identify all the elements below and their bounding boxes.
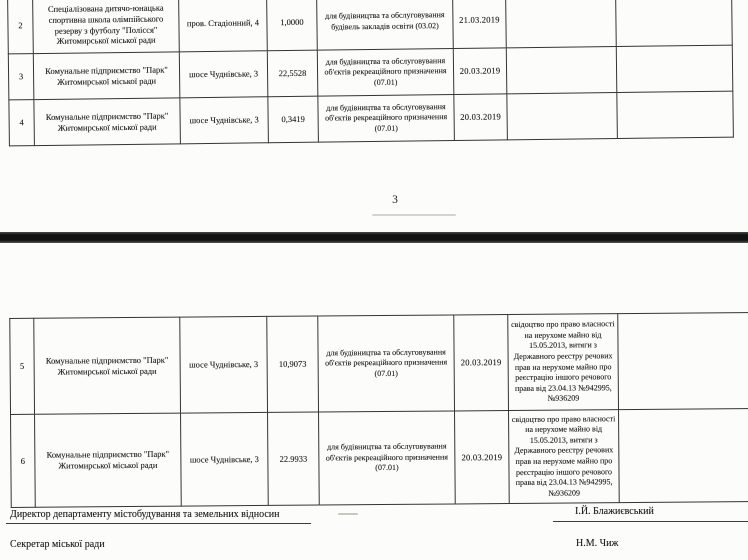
cell-notes [616, 45, 733, 92]
signature-title-secretary: Секретар міської ради [10, 539, 105, 550]
table-row [9, 91, 734, 146]
signature-name-secretary: Н.М. Чиж [576, 538, 619, 549]
cell-area: 10,9073 [267, 316, 319, 412]
cell-decision-date: 20.03.2019 [454, 315, 509, 411]
cell-notes [616, 0, 733, 46]
cell-area: 0,3419 [268, 96, 319, 143]
cell-row-number: 2 [8, 0, 34, 54]
cell-purpose: для будівництва та обслуговування об'єктів рекреаційного призначення (07.01) [318, 94, 455, 142]
cell-applicant-name: Спеціалізована дитячо-юнацька спортивна школа олімпійського резерву з футболу "Полісся" Житомирської міської ради [33, 0, 180, 54]
cell-applicant-name: Комунальне підприємство "Парк" Житомирської міської ради [33, 52, 180, 100]
scan-smudge [372, 214, 456, 216]
cell-purpose: для будівництва та обслуговування будівель закладів освіти (03.02) [317, 0, 454, 50]
cell-address: шосе Чуднівське, 3 [180, 316, 268, 413]
page-separator-bar [0, 232, 748, 243]
cell-purpose: для будівництва та обслуговування об'єктів рекреаційного призначення (07.01) [317, 48, 454, 96]
cell-applicant-name: Комунальне підприємство "Парк" Житомирської міської ради [34, 98, 181, 146]
cell-ownership-documents: свідоцтво про право власності на нерухоме майно від 15.05.2013, витяги з Державного реєстру речових прав на нерухоме майно про реєстрацію іншого речового права від 23.04.13 №942995, №936209 [509, 410, 620, 504]
signature-title-director: Директор департаменту містобудування та земельних відносин [6, 509, 311, 524]
land-parcels-table-lower [9, 312, 748, 508]
cell-applicant-name: Комунальне підприємство "Парк" Житомирської міської ради [34, 317, 181, 414]
scan-smudge [338, 513, 358, 515]
cell-purpose: для будівництва та обслуговування об'єктів рекреаційного призначення (07.01) [319, 411, 456, 505]
cell-decision-date: 21.03.2019 [453, 0, 507, 48]
signature-name-director: І.Й. Блажиєвський [553, 506, 748, 522]
table-row [11, 409, 748, 508]
cell-applicant-name: Комунальне підприємство "Парк" Житомирської міської ради [35, 413, 182, 507]
cell-row-number: 4 [9, 100, 35, 146]
cell-decision-date: 20.03.2019 [454, 94, 508, 141]
cell-ownership-documents [507, 92, 618, 139]
cell-row-number: 6 [11, 414, 36, 507]
cell-address: шосе Чуднівське, 3 [181, 412, 269, 506]
cell-address: шосе Чуднівське, 3 [179, 51, 268, 98]
table-row [10, 313, 748, 415]
page-number: 3 [392, 194, 398, 206]
cell-decision-date: 20.03.2019 [453, 48, 507, 95]
cell-area: 1,0000 [267, 0, 318, 51]
cell-row-number: 3 [8, 54, 34, 100]
cell-address: пров. Стадіонний, 4 [179, 0, 268, 52]
cell-address: шосе Чуднівське, 3 [180, 97, 269, 144]
cell-row-number: 5 [10, 318, 35, 414]
cell-ownership-documents: свідоцтво про право власності на нерухоме майно від 15.05.2013, витяги з Державного реєстру речових прав на нерухоме майно про реєстрацію іншого речового права від 23.04.13 №942995, №936209 [508, 314, 619, 411]
cell-notes [619, 409, 748, 503]
cell-notes [617, 91, 734, 138]
cell-area: 22.9933 [268, 412, 320, 505]
cell-decision-date: 20.03.2019 [455, 411, 510, 504]
cell-notes [618, 313, 748, 410]
cell-ownership-documents [506, 46, 617, 93]
cell-area: 22,5528 [267, 50, 318, 97]
land-parcels-table-upper [7, 0, 734, 146]
cell-ownership-documents [506, 0, 617, 48]
cell-purpose: для будівництва та обслуговування об'єктів рекреаційного призначення (07.01) [318, 315, 455, 412]
